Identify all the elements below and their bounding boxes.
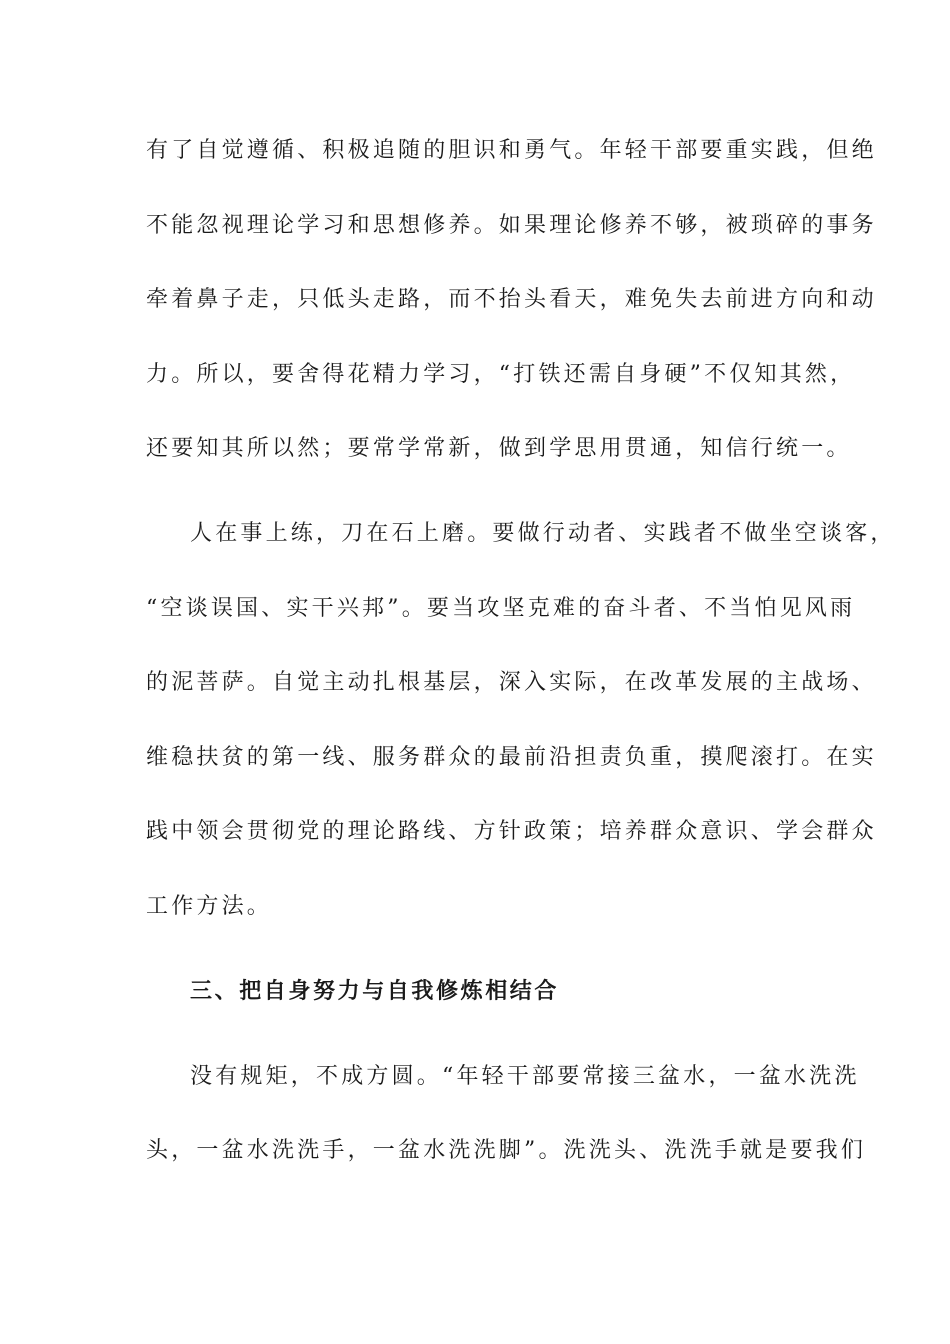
text-line: 工作方法。 bbox=[146, 894, 273, 919]
text-line: 力。所以，要舍得花精力学习，“打铁还需自身硬”不仅知其然， bbox=[146, 362, 856, 387]
text-line: 没有规矩，不成方圆。“年轻干部要常接三盆水，一盆水洗洗 bbox=[190, 1064, 860, 1089]
section-heading: 三、把自身努力与自我修炼相结合 bbox=[190, 979, 560, 1004]
text-line: 维稳扶贫的第一线、服务群众的最前沿担责负重，摸爬滚打。在实 bbox=[146, 745, 877, 770]
text-line: 牵着鼻子走，只低头走路，而不抬头看天，难免失去前进方向和动 bbox=[146, 287, 877, 312]
text-line: 有了自觉遵循、积极追随的胆识和勇气。年轻干部要重实践，但绝 bbox=[146, 138, 877, 163]
text-line: “空谈误国、实干兴邦”。要当攻坚克难的奋斗者、不当怕见风雨 bbox=[146, 596, 856, 621]
text-line: 还要知其所以然；要常学常新，做到学思用贯通，知信行统一。 bbox=[146, 436, 852, 461]
text-line: 不能忽视理论学习和思想修养。如果理论修养不够，被琐碎的事务 bbox=[146, 213, 877, 238]
text-line: 的泥菩萨。自觉主动扎根基层，深入实际，在改革发展的主战场、 bbox=[146, 670, 877, 695]
text-line: 人在事上练，刀在石上磨。要做行动者、实践者不做坐空谈客， bbox=[190, 521, 896, 546]
text-line: 头，一盆水洗洗手，一盆水洗洗脚”。洗洗头、洗洗手就是要我们 bbox=[146, 1138, 867, 1163]
text-line: 践中领会贯彻党的理论路线、方针政策；培养群众意识、学会群众 bbox=[146, 819, 877, 844]
